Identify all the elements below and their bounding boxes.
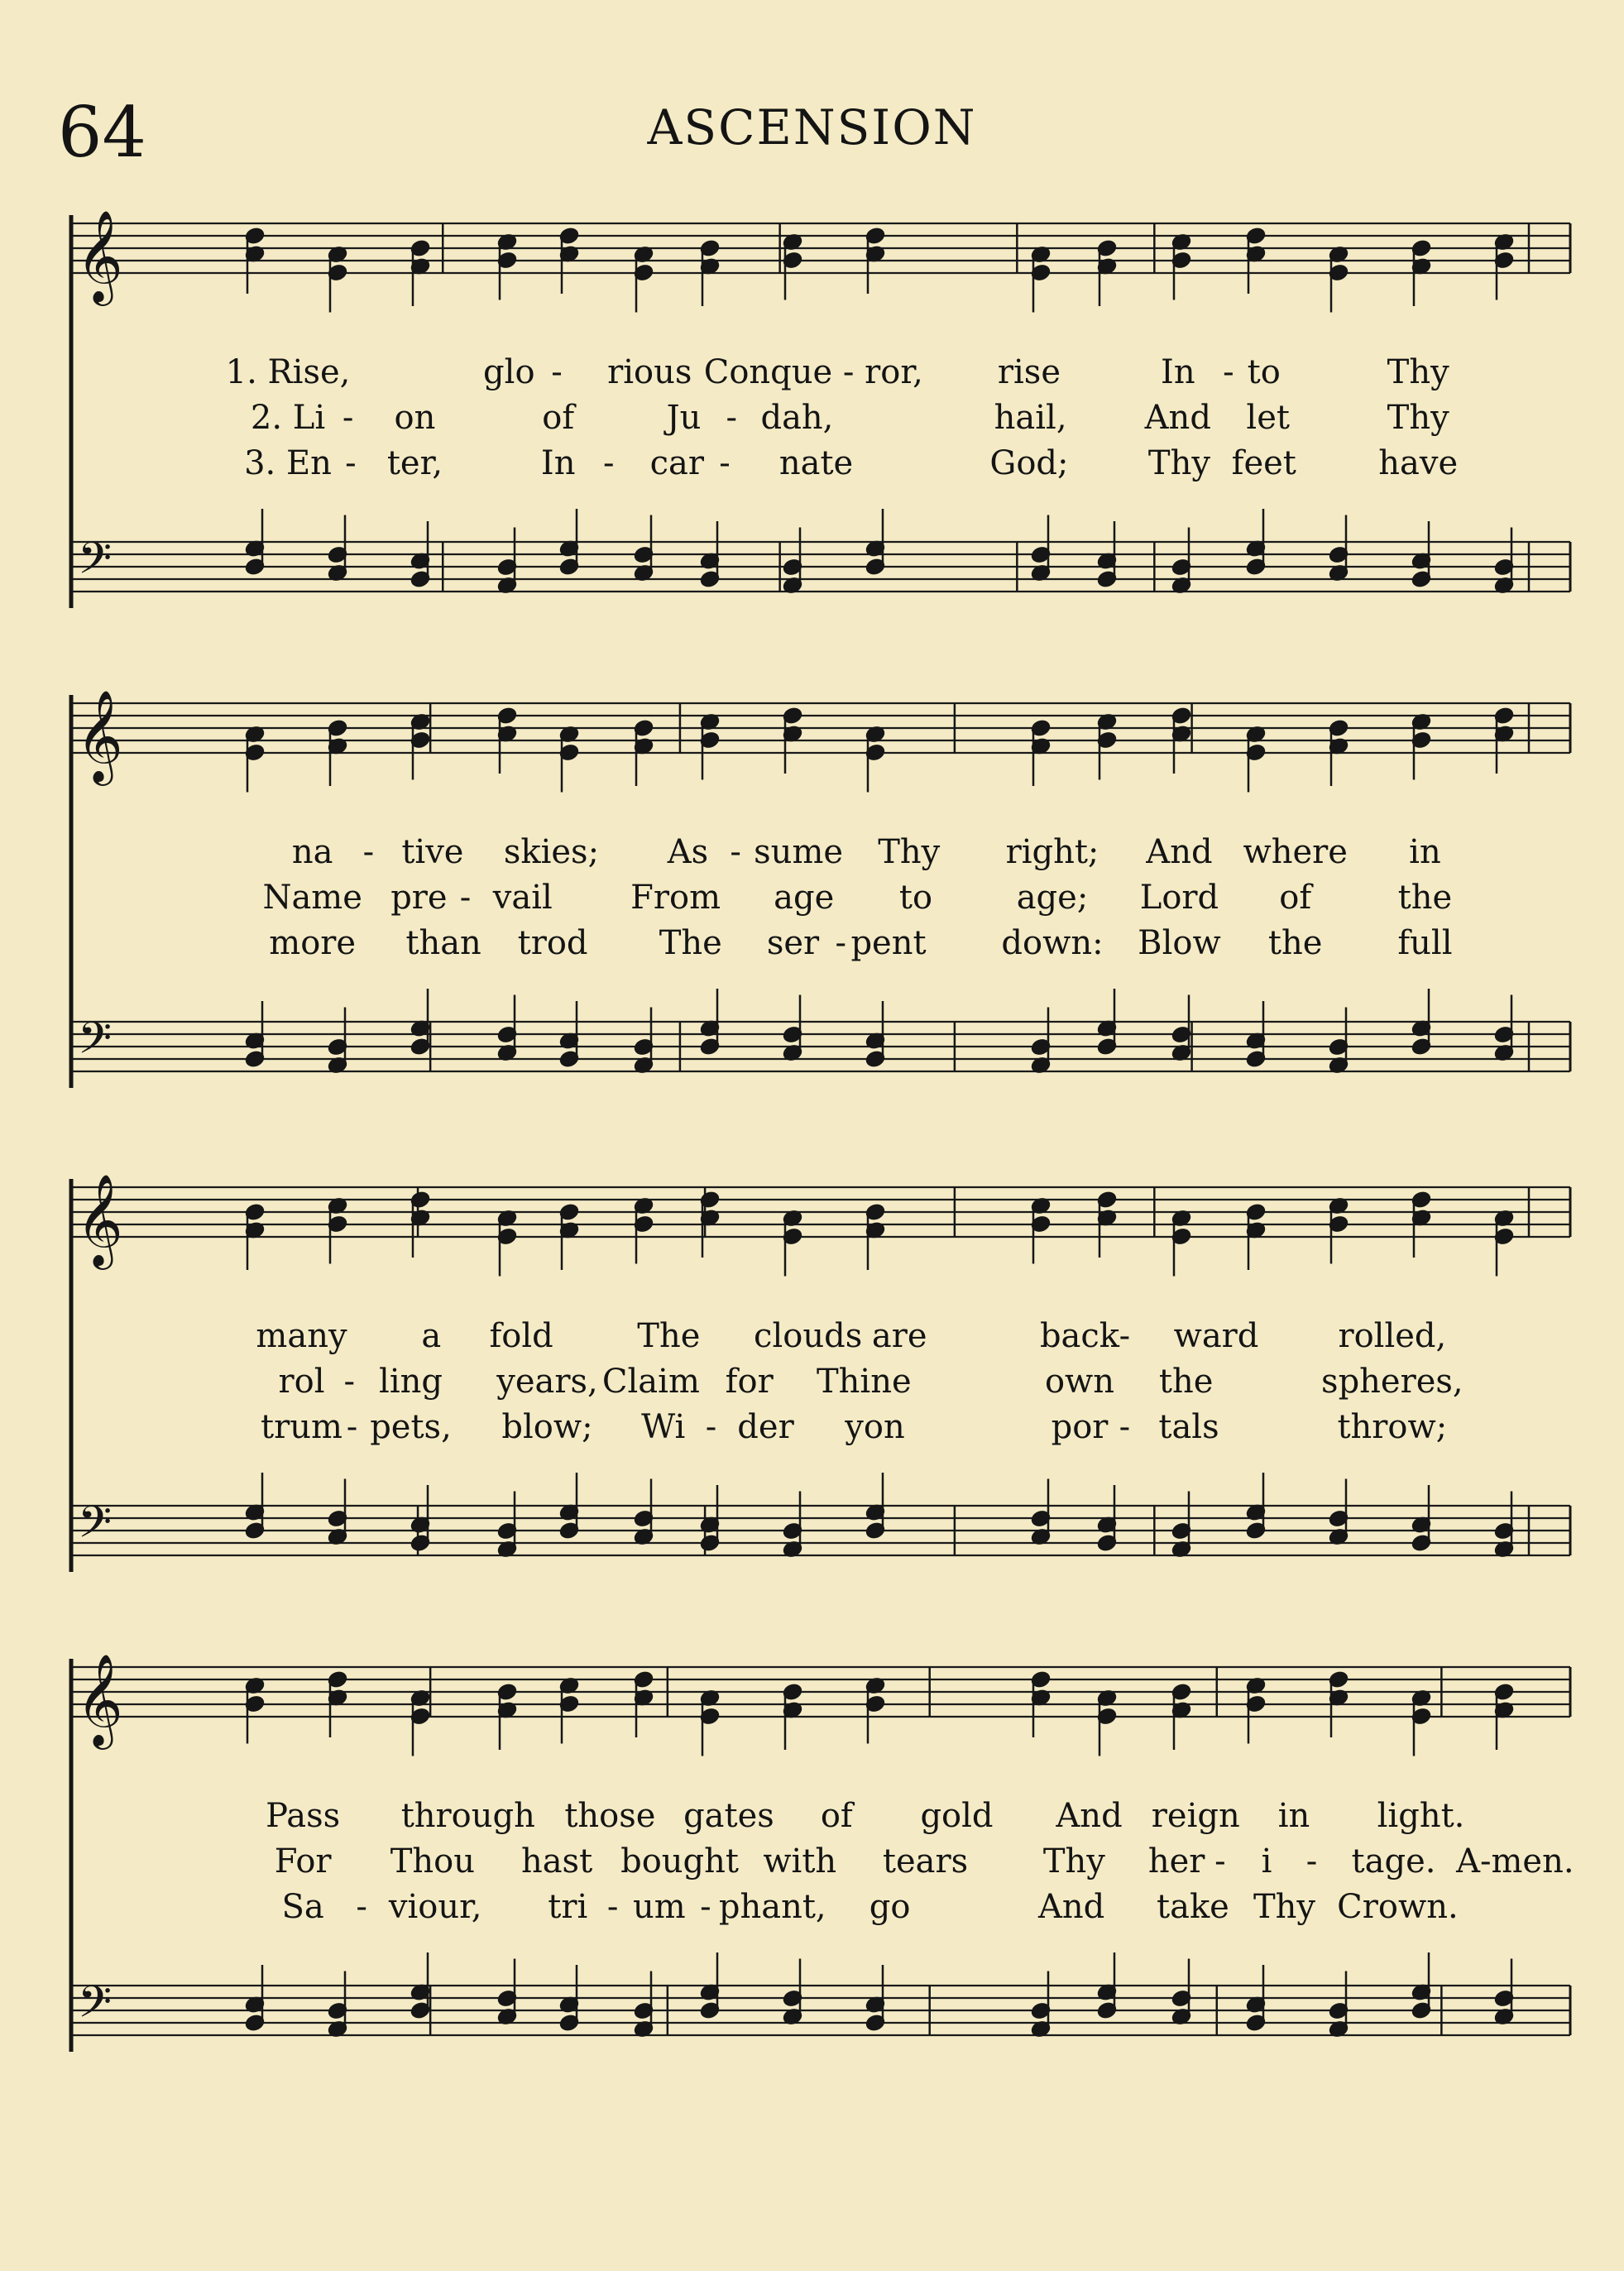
- lyric-syllable: um: [632, 1888, 686, 1926]
- lyric-line-verse-2: [65, 397, 1578, 438]
- lyric-syllable: rol: [278, 1363, 325, 1401]
- lyric-syllable: pets,: [370, 1408, 452, 1446]
- lyric-syllable: Crown.: [1337, 1888, 1459, 1926]
- page-number: 64: [58, 92, 146, 173]
- lyric-syllable: own: [1044, 1363, 1115, 1401]
- lyric-syllable: many: [256, 1317, 347, 1355]
- lyric-syllable: hail,: [994, 399, 1067, 437]
- lyric-syllable: -: [459, 879, 472, 917]
- lyric-syllable: Thou: [390, 1842, 476, 1881]
- lyric-syllable: tri: [548, 1888, 588, 1926]
- lyric-syllable: -: [700, 1888, 711, 1926]
- lyric-syllable: to: [1247, 353, 1281, 391]
- lyric-syllable: rolled,: [1338, 1317, 1447, 1355]
- lyric-syllable: Sa: [281, 1888, 324, 1926]
- lyric-syllable: -: [343, 1363, 356, 1401]
- treble-clef-icon: 𝄞: [76, 1173, 123, 1266]
- lyric-syllable: skies;: [503, 833, 600, 871]
- treble-clef-icon: 𝄞: [76, 209, 123, 302]
- lyric-syllable: 2. Li: [250, 399, 326, 437]
- lyric-syllable: trod: [517, 924, 588, 962]
- lyric-syllable: -: [342, 399, 354, 437]
- bass-clef-icon: 𝄢: [78, 1977, 113, 2039]
- lyric-syllable: bought: [620, 1842, 739, 1881]
- lyric-syllable: take: [1157, 1888, 1229, 1926]
- music-system: [65, 207, 1578, 637]
- lyric-syllable: to: [898, 879, 933, 917]
- lyric-syllable: viour,: [388, 1888, 482, 1926]
- lyric-syllable: throw;: [1337, 1408, 1448, 1446]
- lyric-syllable: Thy: [1387, 353, 1449, 391]
- lyric-syllable: -: [606, 1888, 619, 1926]
- lyric-syllable: -: [551, 353, 563, 391]
- lyric-syllable: Thy: [1253, 1888, 1316, 1926]
- lyric-syllable: light.: [1377, 1797, 1465, 1835]
- lyric-syllable: in: [1409, 833, 1441, 871]
- lyric-syllable: Thy: [1147, 444, 1210, 482]
- lyric-syllable: -: [730, 833, 741, 871]
- lyric-line-verse-3: [65, 1406, 1578, 1448]
- lyric-syllable: -: [1214, 1842, 1226, 1881]
- lyric-syllable: For: [274, 1842, 332, 1881]
- lyric-line-verse-2: [65, 1841, 1578, 1882]
- lyric-syllable: God;: [989, 444, 1069, 482]
- lyric-syllable: And: [1146, 833, 1213, 871]
- lyric-syllable: ser: [766, 924, 820, 962]
- lyric-syllable: -: [345, 444, 357, 482]
- lyric-line-verse-3: [65, 443, 1578, 484]
- lyric-syllable: Wi: [641, 1408, 686, 1446]
- lyric-syllable: have: [1378, 444, 1459, 482]
- lyric-line-verse-3: [65, 922, 1578, 964]
- lyric-syllable: 3. En: [244, 444, 332, 482]
- lyric-syllable: glo: [483, 353, 535, 391]
- lyric-syllable: -: [1305, 1842, 1318, 1881]
- lyric-syllable: Thy: [1042, 1842, 1105, 1881]
- hymn-title: ASCENSION: [647, 99, 977, 156]
- lyric-syllable: the: [1267, 924, 1323, 962]
- lyric-syllable: in: [1277, 1797, 1310, 1835]
- music-system: [65, 687, 1578, 1117]
- lyric-syllable: The: [659, 924, 722, 962]
- lyric-syllable: Claim: [601, 1363, 700, 1401]
- lyric-syllable: Thine: [816, 1363, 912, 1401]
- lyric-syllable: gold: [920, 1797, 994, 1835]
- lyric-syllable: -: [726, 399, 738, 437]
- lyric-syllable: go: [869, 1888, 911, 1926]
- lyric-syllable: i: [1261, 1842, 1272, 1881]
- lyric-syllable: years,: [496, 1363, 598, 1401]
- lyric-syllable: Name: [262, 879, 362, 917]
- lyric-syllable: rious: [607, 353, 692, 391]
- lyric-syllable: age;: [1016, 879, 1089, 917]
- bass-clef-icon: 𝄢: [78, 534, 113, 595]
- lyric-syllable: through: [400, 1797, 535, 1835]
- lyric-syllable: Conque - ror,: [703, 353, 923, 391]
- lyric-syllable: Ju: [666, 399, 702, 437]
- lyric-syllable: car: [649, 444, 704, 482]
- lyric-syllable: 1. Rise,: [225, 353, 351, 391]
- lyric-syllable: the: [1158, 1363, 1214, 1401]
- lyric-syllable: full: [1397, 924, 1453, 962]
- lyric-syllable: of: [542, 399, 575, 437]
- lyric-syllable: tive: [401, 833, 464, 871]
- lyric-syllable: those: [564, 1797, 656, 1835]
- lyric-syllable: In: [1161, 353, 1195, 391]
- treble-staff: [73, 223, 1570, 273]
- lyric-syllable: ling: [379, 1363, 443, 1401]
- lyric-syllable: clouds: [754, 1317, 863, 1355]
- lyric-syllable: down:: [1001, 924, 1104, 962]
- lyric-syllable: -: [1119, 1317, 1131, 1355]
- lyric-syllable: Blow: [1138, 924, 1221, 962]
- lyric-syllable: feet: [1231, 444, 1296, 482]
- bass-clef-icon: 𝄢: [78, 1013, 113, 1075]
- lyric-syllable: nate: [778, 444, 854, 482]
- lyric-syllable: are: [871, 1317, 927, 1355]
- lyric-syllable: for: [725, 1363, 774, 1401]
- lyric-syllable: a: [421, 1317, 442, 1355]
- lyric-syllable: of: [820, 1797, 853, 1835]
- lyric-line-verse-3: [65, 1886, 1578, 1928]
- lyric-syllable: por: [1051, 1408, 1109, 1446]
- lyric-syllable: -: [719, 444, 731, 482]
- lyric-syllable: let: [1246, 399, 1290, 437]
- lyric-syllable: age: [774, 879, 835, 917]
- music-system: [65, 1651, 1578, 2081]
- lyric-syllable: on: [394, 399, 436, 437]
- lyric-syllable: gates: [683, 1797, 774, 1835]
- lyric-line-verse-2: [65, 877, 1578, 918]
- lyric-syllable: -: [346, 1408, 358, 1446]
- lyric-syllable: phant,: [718, 1888, 826, 1926]
- lyric-syllable: tage.: [1351, 1842, 1436, 1881]
- music-system: [65, 1171, 1578, 1601]
- lyric-syllable: her: [1147, 1842, 1205, 1881]
- treble-clef-icon: 𝄞: [76, 689, 123, 782]
- lyric-syllable: where: [1243, 833, 1348, 871]
- lyric-syllable: -: [1223, 353, 1234, 391]
- lyric-syllable: -: [1119, 1408, 1131, 1446]
- lyric-syllable: more: [269, 924, 357, 962]
- lyric-syllable: with: [763, 1842, 837, 1881]
- lyric-syllable: -: [835, 924, 847, 962]
- lyric-syllable: Lord: [1139, 879, 1219, 917]
- lyric-syllable: -: [362, 833, 375, 871]
- bass-clef-icon: 𝄢: [78, 1497, 113, 1559]
- treble-staff: [73, 1187, 1570, 1237]
- lyric-syllable: rise: [997, 353, 1061, 391]
- lyric-syllable: ter,: [386, 444, 443, 482]
- lyric-syllable: back: [1039, 1317, 1120, 1355]
- lyric-syllable: tears: [882, 1842, 969, 1881]
- lyric-line-verse-1: [65, 1795, 1578, 1837]
- lyric-syllable: sume: [754, 833, 844, 871]
- lyric-syllable: spheres,: [1321, 1363, 1464, 1401]
- lyric-syllable: pent: [850, 924, 927, 962]
- lyric-syllable: pre: [390, 879, 448, 917]
- lyric-line-verse-1: [65, 352, 1578, 393]
- lyric-syllable: Thy: [878, 833, 941, 871]
- treble-clef-icon: 𝄞: [76, 1653, 123, 1746]
- lyric-syllable: tals: [1158, 1408, 1219, 1446]
- lyric-syllable: -: [356, 1888, 367, 1926]
- lyric-syllable: -: [705, 1408, 717, 1446]
- lyric-syllable: Pass: [266, 1797, 341, 1835]
- lyric-syllable: na: [291, 833, 333, 871]
- lyric-syllable: A-men.: [1456, 1842, 1574, 1881]
- lyric-line-verse-1: [65, 1315, 1578, 1357]
- lyric-syllable: right;: [1005, 833, 1099, 871]
- lyric-line-verse-1: [65, 831, 1578, 873]
- lyric-syllable: than: [405, 924, 481, 962]
- lyric-syllable: Thy: [1387, 399, 1449, 437]
- lyric-syllable: blow;: [501, 1408, 593, 1446]
- lyric-syllable: The: [637, 1317, 701, 1355]
- lyric-syllable: fold: [489, 1317, 553, 1355]
- lyric-syllable: trum: [261, 1408, 343, 1446]
- lyric-syllable: And: [1056, 1797, 1123, 1835]
- lyric-syllable: From: [630, 879, 721, 917]
- lyric-syllable: -: [602, 444, 615, 482]
- lyric-syllable: In: [540, 444, 576, 482]
- lyric-syllable: And: [1144, 399, 1211, 437]
- lyric-syllable: As: [667, 833, 709, 871]
- lyric-syllable: reign: [1151, 1797, 1240, 1835]
- lyric-syllable: of: [1279, 879, 1312, 917]
- lyric-syllable: dah,: [760, 399, 834, 437]
- lyric-syllable: der: [737, 1408, 794, 1446]
- lyric-syllable: And: [1037, 1888, 1105, 1926]
- lyric-syllable: vail: [492, 879, 553, 917]
- lyric-line-verse-2: [65, 1361, 1578, 1402]
- lyric-syllable: hast: [520, 1842, 593, 1881]
- lyric-syllable: yon: [845, 1408, 905, 1446]
- lyric-syllable: the: [1397, 879, 1453, 917]
- lyric-syllable: ward: [1173, 1317, 1259, 1355]
